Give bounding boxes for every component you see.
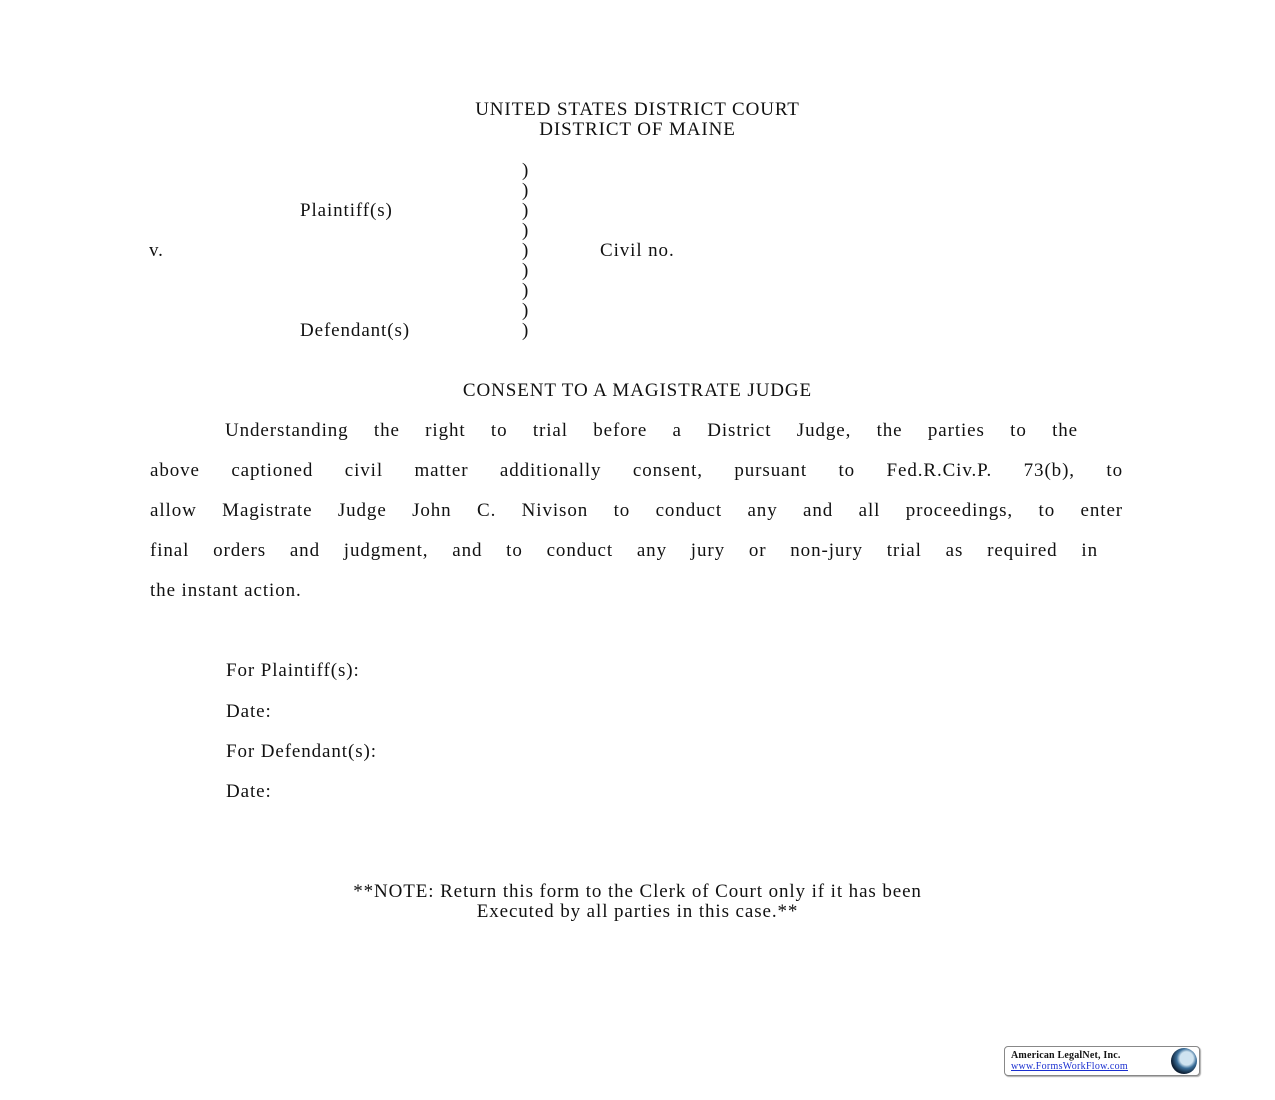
- court-name: UNITED STATES DISTRICT COURT: [475, 99, 800, 120]
- caption-paren: ): [522, 160, 529, 181]
- caption-paren: ): [522, 320, 529, 341]
- document-title: CONSENT TO A MAGISTRATE JUDGE: [462, 380, 813, 401]
- caption-paren: ): [522, 200, 529, 221]
- for-defendant-label: For Defendant(s):: [226, 741, 377, 762]
- paragraph-line: the instant action.: [150, 580, 302, 601]
- civil-no-label: Civil no.: [600, 240, 675, 261]
- logo-company: American LegalNet, Inc.: [1011, 1050, 1121, 1061]
- caption-paren: ): [522, 300, 529, 321]
- caption-paren: ): [522, 220, 529, 241]
- note-line-2: Executed by all parties in this case.**: [476, 901, 799, 922]
- district-name: DISTRICT OF MAINE: [539, 119, 736, 140]
- versus-label: v.: [149, 240, 164, 261]
- plaintiff-date-label: Date:: [226, 701, 272, 722]
- american-legalnet-logo[interactable]: [1004, 1046, 1200, 1076]
- paragraph-line: final orders and judgment, and to conduct any jury or non-jury trial as required in: [150, 540, 1098, 561]
- for-plaintiff-label: For Plaintiff(s):: [226, 660, 360, 681]
- plaintiff-label: Plaintiff(s): [300, 200, 393, 221]
- note-line-1: **NOTE: Return this form to the Clerk of Court only if it has been: [353, 881, 922, 902]
- caption-paren: ): [522, 240, 529, 261]
- caption-paren: ): [522, 280, 529, 301]
- defendant-date-label: Date:: [226, 781, 272, 802]
- logo-url-link[interactable]: www.FormsWorkFlow.com: [1011, 1061, 1128, 1072]
- paragraph-line: above captioned civil matter additionally consent, pursuant to Fed.R.Civ.P. 73(b), to: [150, 460, 1123, 481]
- paragraph-line: Understanding the right to trial before a District Judge, the parties to the: [225, 420, 1078, 441]
- paragraph-line: allow Magistrate Judge John C. Nivison to conduct any and all proceedings, to enter: [150, 500, 1123, 521]
- defendant-label: Defendant(s): [300, 320, 410, 341]
- globe-icon: [1171, 1048, 1197, 1074]
- caption-paren: ): [522, 180, 529, 201]
- caption-paren: ): [522, 260, 529, 281]
